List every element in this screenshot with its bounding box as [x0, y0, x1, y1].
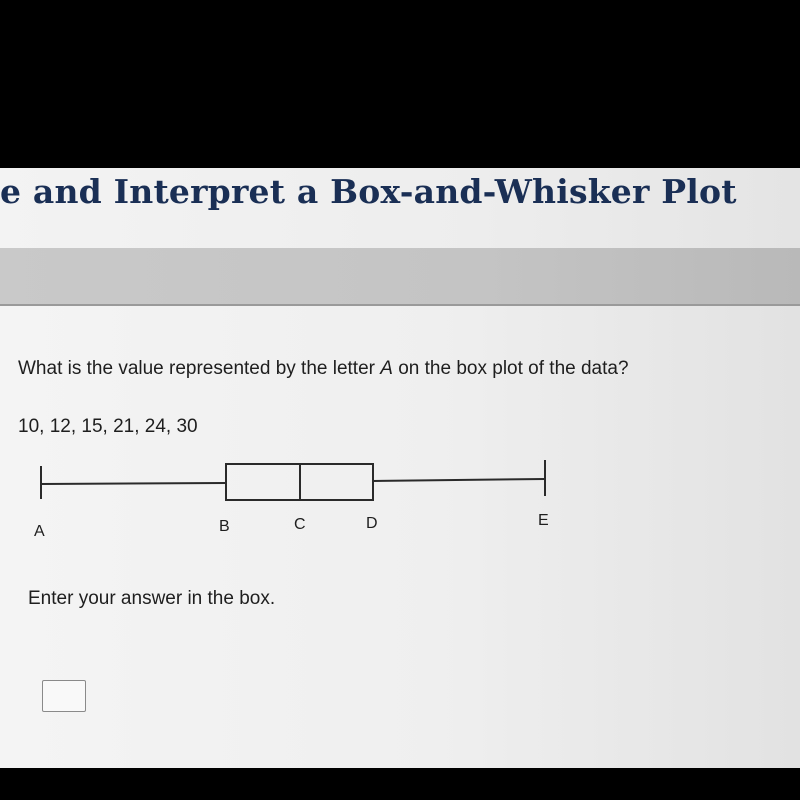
page-title: e and Interpret a Box-and-Whisker Plot — [0, 172, 737, 211]
question-suffix: on the box plot of the data? — [392, 358, 629, 379]
data-set: 10, 12, 15, 21, 24, 30 — [18, 416, 198, 437]
label-e: E — [538, 512, 549, 529]
question-prefix: What is the value represented by the letter — [18, 358, 381, 379]
title-bar — [0, 168, 800, 248]
label-d: D — [366, 515, 378, 532]
answer-instruction: Enter your answer in the box. — [28, 588, 276, 609]
label-a: A — [34, 523, 45, 540]
whisker-left — [41, 483, 226, 484]
label-c: C — [294, 516, 306, 533]
question-letter: A — [380, 358, 393, 379]
toolbar-band — [0, 248, 800, 306]
answer-input[interactable] — [42, 680, 86, 712]
box-plot — [0, 456, 800, 566]
question-text — [18, 358, 629, 380]
screen — [0, 168, 800, 768]
box-plot-svg — [0, 456, 800, 566]
label-b: B — [219, 518, 230, 535]
whisker-right — [373, 479, 545, 481]
question-area — [0, 306, 800, 768]
